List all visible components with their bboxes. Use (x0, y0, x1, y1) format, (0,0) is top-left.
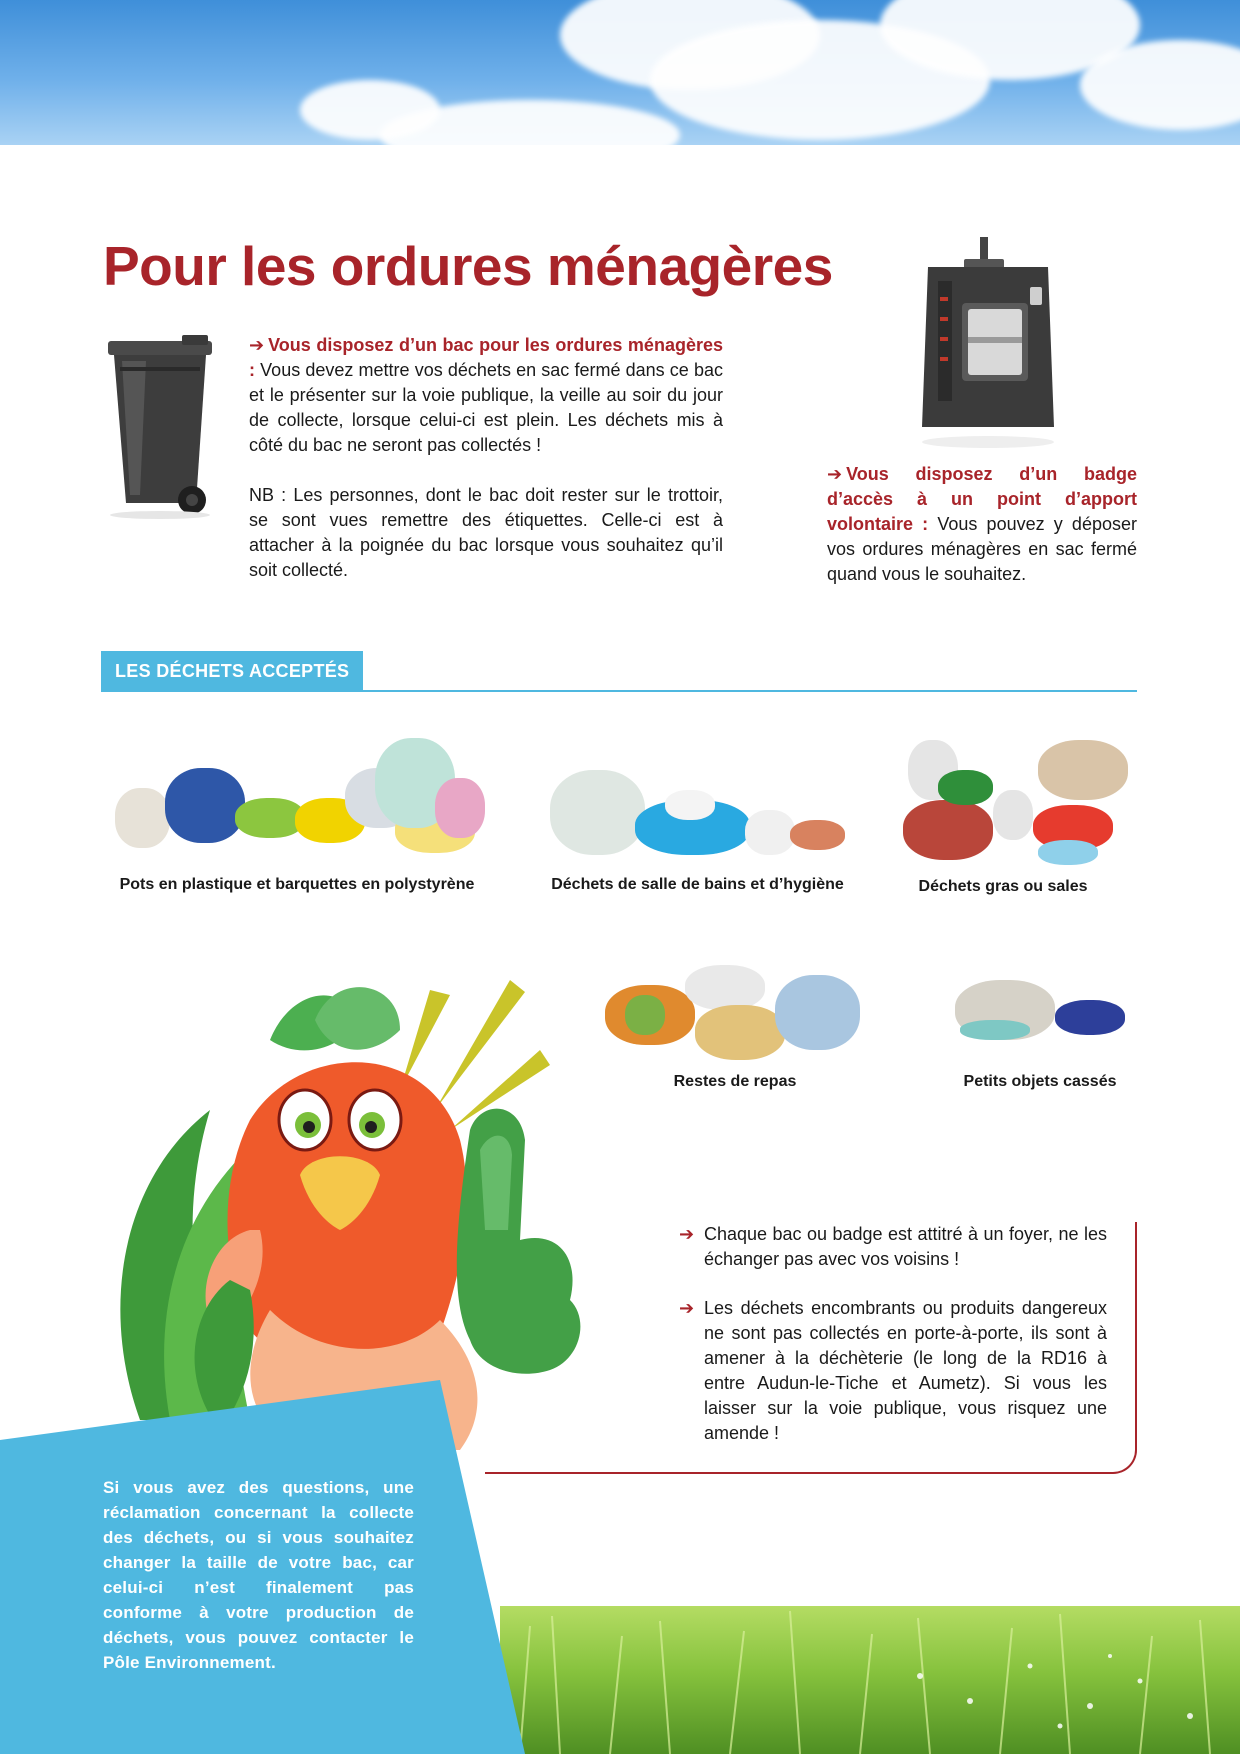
item-caption: Déchets de salle de bains et d’hygiène (551, 876, 844, 893)
waste-item-plastic-pots (105, 738, 495, 893)
badge-lead: Vous disposez d’un badge d’accès à un point d’apport volontaire : (827, 464, 1137, 534)
note-item: ➔ Chaque bac ou badge est attitré à un foyer, ne les échanger pas avec vos voisins ! (679, 1224, 1107, 1269)
item-caption: Déchets gras ou sales (918, 878, 1088, 895)
bathroom-waste-photo (545, 770, 850, 865)
arrow-right-icon: ➔ (249, 335, 265, 355)
item-caption: Restes de repas (673, 1073, 797, 1090)
bac-paragraph (249, 333, 723, 458)
bac-body: Vous devez mettre vos déchets en sac fermé dans ce bac et le présenter sur la voie publique, la veille au soir du jour de collecte, lorsque celui-ci est plein. Les déchets mis à côté du bac ne seront pas collectés ! (249, 360, 723, 455)
contact-text: Si vous avez des questions, une réclamation concernant la collecte des déchets, ou si vous souhaitez changer la taille de votre bac, car celui-ci n’est finalement pas conforme à votre production de déchets, vous pouvez contacter le Pôle Environnement. (103, 1478, 414, 1672)
sky-banner (0, 0, 1240, 145)
grass-banner (500, 1606, 1240, 1754)
arrow-right-icon: ➔ (679, 1298, 695, 1318)
info-notes (679, 1222, 1107, 1446)
section-divider (101, 690, 1137, 692)
section-heading-accepted-waste: LES DÉCHETS ACCEPTÉS (101, 651, 363, 692)
note-item: ➔ Les déchets encombrants ou produits dangereux ne sont pas collectés en porte-à-porte, ils sont à amener à la déchèterie (le long de la RD16 à entre Audun-le-Tiche et Aumetz). Si vous les laisser sur la voie publique, vous risquez une amende ! (679, 1298, 1107, 1443)
arrow-right-icon: ➔ (679, 1224, 695, 1244)
waste-item-greasy (898, 730, 1133, 895)
bac-lead: Vous disposez d’un bac pour les ordures ménagères : (249, 335, 723, 380)
wheelie-bin-image (100, 335, 220, 520)
waste-item-bathroom (545, 770, 850, 893)
badge-paragraph (827, 462, 1137, 587)
plastic-pots-photo (105, 738, 495, 858)
waste-item-broken-objects (950, 970, 1130, 1090)
broken-objects-photo (950, 970, 1130, 1060)
access-badge-terminal-image (918, 237, 1058, 457)
greasy-waste-photo (898, 730, 1133, 870)
item-caption: Petits objets cassés (963, 1073, 1117, 1090)
bac-nb: NB : Les personnes, dont le bac doit rester sur le trottoir, se sont vues remettre des étiquettes. Celle-ci est à attacher à la poignée du bac lorsque vous souhaitez qu’il soit collecté. (249, 485, 723, 580)
badge-section (827, 462, 1137, 587)
page-title: Pour les ordures ménagères (103, 235, 833, 297)
bac-section (249, 333, 723, 583)
badge-body: Vous pouvez y déposer vos ordures ménagères en sac fermé quand vous le souhaitez. (827, 514, 1137, 584)
item-caption: Pots en plastique et barquettes en polystyrène (119, 876, 475, 893)
arrow-right-icon: ➔ (827, 464, 843, 484)
